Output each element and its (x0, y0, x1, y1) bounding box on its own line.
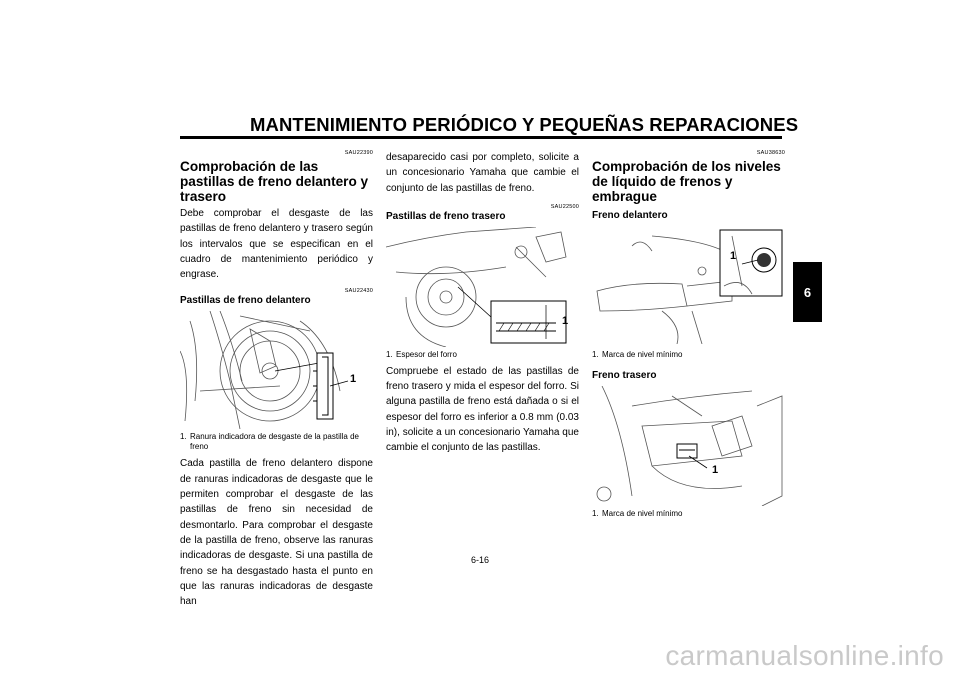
figure-caption: 1. Espesor del forro (386, 349, 457, 359)
front-reservoir-illustration (592, 226, 785, 344)
figure-caption: 1. Ranura indicadora de desgaste de la pastilla de freno (180, 432, 360, 452)
column-3 (592, 150, 785, 523)
body-paragraph: Compruebe el estado de las pastillas de freno trasero y mida el espesor del forro. Si alguna pastilla de freno está dañada o si el espesor del forro es inferior a 0.8 mm (0.03 in), solicite a un concesionario Yamaha que cambie el conjunto de las pastillas. (386, 365, 579, 454)
column-1 (180, 150, 373, 609)
subheading-rear-pads: Pastillas de freno trasero (386, 210, 506, 222)
front-brake-figure (180, 311, 373, 429)
figure-callout: 1 (712, 464, 719, 476)
continued-paragraph: desaparecido casi por completo, solicite a un concesionario Yamaha que cambie el conjunto de las pastillas de freno. (386, 152, 579, 194)
subheading-front-pads: Pastillas de freno delantero (180, 295, 311, 307)
chapter-tab: 6 (793, 262, 822, 322)
subheading-front-brake: Freno delantero (592, 210, 668, 221)
front-brake-illustration (180, 311, 373, 429)
figure-caption: 1. Marca de nivel mínimo (592, 509, 683, 518)
column-2 (386, 150, 579, 456)
body-paragraph: Cada pastilla de freno delantero dispone de ranuras indicadoras de desgaste que le permiten comprobar el desgaste de las pastillas de freno sin necesidad de desmontarlo. Para comprobar el desgaste de la pastilla de freno, observe las ranuras indicadoras de desgaste. Si una pastilla de freno se ha desgastado hasta el punto en que las ranuras indicadoras de desgaste han (180, 458, 373, 608)
rear-brake-figure (386, 227, 579, 347)
figure-callout: 1 (350, 373, 357, 386)
figure-callout: 1 (562, 314, 569, 327)
page-number: 6-16 (470, 555, 489, 565)
figure-caption: 1. Marca de nivel mínimo (592, 350, 683, 359)
section-heading-brake-pads: Comprobación de las pastillas de freno delantero y trasero (180, 159, 369, 204)
section-code: SAU22500 (550, 203, 579, 210)
rear-reservoir-illustration (592, 386, 785, 506)
page-title: MANTENIMIENTO PERIÓDICO Y PEQUEÑAS REPARACIONES (250, 114, 799, 135)
section-code: SAU38630 (756, 150, 785, 156)
rear-reservoir-figure (592, 386, 785, 506)
figure-callout: 1 (730, 250, 737, 262)
front-reservoir-figure (592, 226, 785, 344)
section-heading-fluid-levels: Comprobación de los niveles de líquido de frenos y embrague (592, 159, 781, 204)
intro-paragraph: Debe comprobar el desgaste de las pastillas de freno delantero y trasero según los intervalos que se especifican en el cuadro de mantenimiento periódico y engrase. (180, 208, 373, 281)
section-code: SAU22430 (344, 288, 373, 295)
rear-brake-illustration (386, 227, 579, 347)
watermark: carmanualsonline.info (665, 640, 944, 671)
section-code: SAU22390 (344, 150, 373, 156)
title-rule (180, 136, 782, 139)
subheading-rear-brake: Freno trasero (592, 370, 657, 381)
